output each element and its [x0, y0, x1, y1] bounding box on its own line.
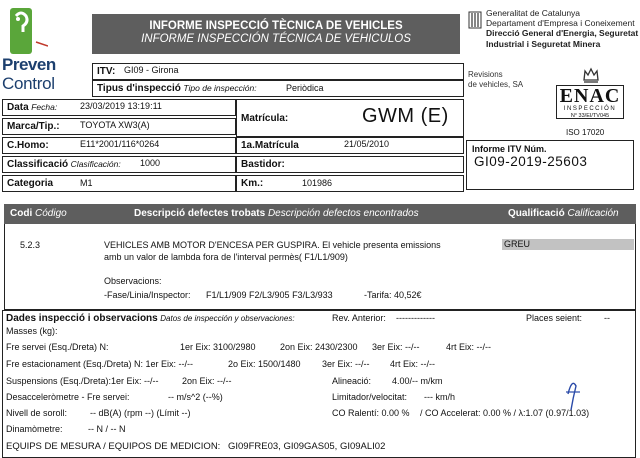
- classification-sublabel: Clasificación:: [70, 159, 121, 169]
- phase-value: F1/L1/909 F2/L3/905 F3/L3/933: [206, 290, 333, 300]
- col-description-label: Descripció defectes trobats: [134, 208, 266, 219]
- suspension-axle2: 2on Eix: --/--: [182, 376, 232, 386]
- enac-sub: INSPECCIÓN: [563, 106, 617, 112]
- revisions-line2: de vehicles, SA: [468, 80, 524, 89]
- fee-value: -Tarifa: 40,52€: [364, 290, 422, 300]
- parking-brake-axle4: 4rt Eix: --/--: [390, 359, 435, 369]
- service-brake-axle1: 1er Eix: 3100/2980: [180, 342, 256, 352]
- defect-rating-badge: GREU: [502, 239, 634, 250]
- report-title: [92, 14, 460, 54]
- service-brake-label: Fre servei (Esq./Dreta) N:: [6, 342, 109, 352]
- iso-standard: ISO 17020: [566, 128, 605, 137]
- previous-review-label: Rev. Anterior:: [332, 313, 386, 323]
- chassis-label: Bastidor:: [241, 159, 285, 170]
- inspection-type-sublabel: Tipo de inspección:: [183, 83, 257, 93]
- col-code-label: Codi: [10, 208, 33, 219]
- col-code-header: [10, 204, 67, 224]
- title-spanish: INFORME INSPECCIÓN TÉCNICA DE VEHICULOS: [141, 33, 411, 45]
- make-model-label: Marca/Tip.:: [7, 121, 60, 132]
- homologation-value: E11*2001/116*0264: [80, 139, 160, 149]
- chassis-row: [236, 156, 464, 173]
- inspection-data-title-text: Dades inspecció i observacions: [6, 313, 158, 324]
- plate-value: GWM (E): [362, 105, 449, 127]
- alignment-label: Alineació:: [332, 376, 372, 386]
- gencat-line3: Direcció General d'Energia, Seguretat: [486, 28, 639, 39]
- first-registration-label: 1a.Matrícula: [241, 140, 299, 151]
- enac-code: N° 33/EI/TV045: [570, 113, 610, 119]
- gencat-line1: Generalitat de Catalunya: [486, 8, 581, 18]
- observations-label: Observacions:: [104, 276, 162, 286]
- noise-level-label: Nivell de soroll:: [6, 408, 68, 418]
- co-accelerated-value: / CO Accelerat: 0.00 % / λ:1.07 (0.97/1.03): [420, 408, 590, 418]
- itv-report-number: GI09-2019-25603: [474, 154, 588, 169]
- generalitat-emblem-icon: [468, 11, 482, 31]
- category-row: [2, 175, 236, 192]
- handwritten-mark-icon: [562, 372, 586, 412]
- col-rating-label: Qualificació: [508, 208, 565, 219]
- category-value: M1: [80, 178, 93, 188]
- title-catalan: INFORME INSPECCIÓ TÈCNICA DE VEHICLES: [149, 20, 403, 32]
- co-idle-value: CO Ralentí: 0.00 %: [332, 408, 410, 418]
- revisions-company: [468, 70, 523, 90]
- category-label: Categoria: [7, 178, 54, 189]
- previous-review-value: -------------: [396, 313, 435, 323]
- mileage-label: Km.:: [241, 178, 264, 189]
- speed-limiter-value: --- km/h: [424, 392, 455, 402]
- phase-label: -Fase/Linia/Inspector:: [104, 290, 191, 300]
- col-description-header: [134, 204, 419, 224]
- make-model-value: TOYOTA XW3(A): [80, 120, 150, 130]
- enac-seal: [556, 85, 624, 119]
- plate-label: Matrícula:: [241, 113, 289, 124]
- inspection-type-value: Periòdica: [286, 83, 324, 93]
- itv-report-label: Informe ITV Núm.: [472, 144, 547, 154]
- preven-control-logo-icon: [4, 6, 48, 56]
- homologation-label: C.Homo:: [7, 140, 49, 151]
- inspection-data-title: [6, 313, 295, 324]
- revisions-line1: Revisions: [468, 70, 503, 79]
- parking-brake-axle1: Fre estacionament (Esq./Dreta) N: 1er Eix: --/--: [6, 359, 194, 369]
- date-sublabel: Fecha:: [31, 102, 58, 112]
- gencat-line4: Industrial i Seguretat Minera: [486, 38, 601, 49]
- generalitat-header: [486, 8, 638, 49]
- col-rating-header: [508, 204, 619, 224]
- parking-brake-axle2: 2o Eix: 1500/1480: [228, 359, 301, 369]
- first-registration-value: 21/05/2010: [344, 139, 390, 149]
- gencat-line2: Departament d'Empresa i Coneixement: [486, 18, 635, 29]
- defect-code: 5.2.3: [20, 240, 41, 250]
- inspection-type-row: [92, 80, 464, 97]
- seats-value: --: [604, 313, 610, 323]
- inspection-data-sublabel: Datos de inspección y observaciones:: [160, 314, 295, 323]
- mileage-row: [236, 175, 464, 192]
- seats-label: Places seient:: [526, 313, 583, 323]
- itv-label: ITV:: [97, 66, 116, 77]
- brand-name-line1: Preven: [2, 55, 56, 74]
- dynamometer-label: Dinamòmetre:: [6, 424, 63, 434]
- service-brake-axle4: 4rt Eix: --/--: [446, 342, 491, 352]
- speed-limiter-label: Limitador/velocitat:: [332, 392, 408, 402]
- defects-header-bar: [4, 204, 636, 224]
- col-description-sublabel: Descripción defectos encontrados: [267, 208, 419, 219]
- defect-description-line2: amb un valor de lambda fora de l'interval permès( F1/L1/909): [104, 252, 348, 262]
- brand-name-line2: Control: [2, 74, 55, 93]
- inspection-type-label: Tipus d'inspecció: [97, 83, 181, 94]
- col-rating-sublabel: Calificación: [567, 208, 619, 219]
- parking-brake-axle3: 3er Eix: --/--: [322, 359, 370, 369]
- classification-row: [2, 156, 236, 173]
- measuring-equipment-label: EQUIPS DE MESURA / EQUIPOS DE MEDICION:: [6, 441, 221, 452]
- service-brake-axle2: 2on Eix: 2430/2300: [280, 342, 358, 352]
- measuring-equipment-value: GI09FRE03, GI09GAS05, GI09ALI02: [228, 441, 386, 452]
- defect-description-line1: VEHICLES AMB MOTOR D'ENCESA PER GUSPIRA. El vehicle presenta emissions: [104, 240, 441, 250]
- enac-word: ENAC: [559, 85, 621, 107]
- masses-label: Masses (kg):: [6, 326, 58, 336]
- itv-station-value: GI09 - Girona: [124, 65, 179, 75]
- date-label: Data: [7, 102, 29, 113]
- date-value: 23/03/2019 13:19:11: [80, 101, 162, 111]
- dynamometer-value: -- N / -- N: [88, 424, 126, 434]
- decelerometer-value: -- m/s^2 (--%): [168, 392, 223, 402]
- service-brake-axle3: 3er Eix: --/--: [372, 342, 420, 352]
- mileage-value: 101986: [302, 178, 333, 188]
- noise-level-value: -- dB(A) (rpm --) (Límit --): [90, 408, 191, 418]
- crown-icon: [582, 66, 600, 84]
- classification-label: Classificació: [7, 159, 69, 170]
- decelerometer-label: Desacceleròmetre - Fre servei:: [6, 392, 130, 402]
- col-code-sublabel: Código: [35, 208, 67, 219]
- classification-value: 1000: [140, 158, 161, 168]
- alignment-value: 4.00/-- m/km: [392, 376, 443, 386]
- suspension-axle1: Suspensions (Esq./Dreta):1er Eix: --/--: [6, 376, 159, 386]
